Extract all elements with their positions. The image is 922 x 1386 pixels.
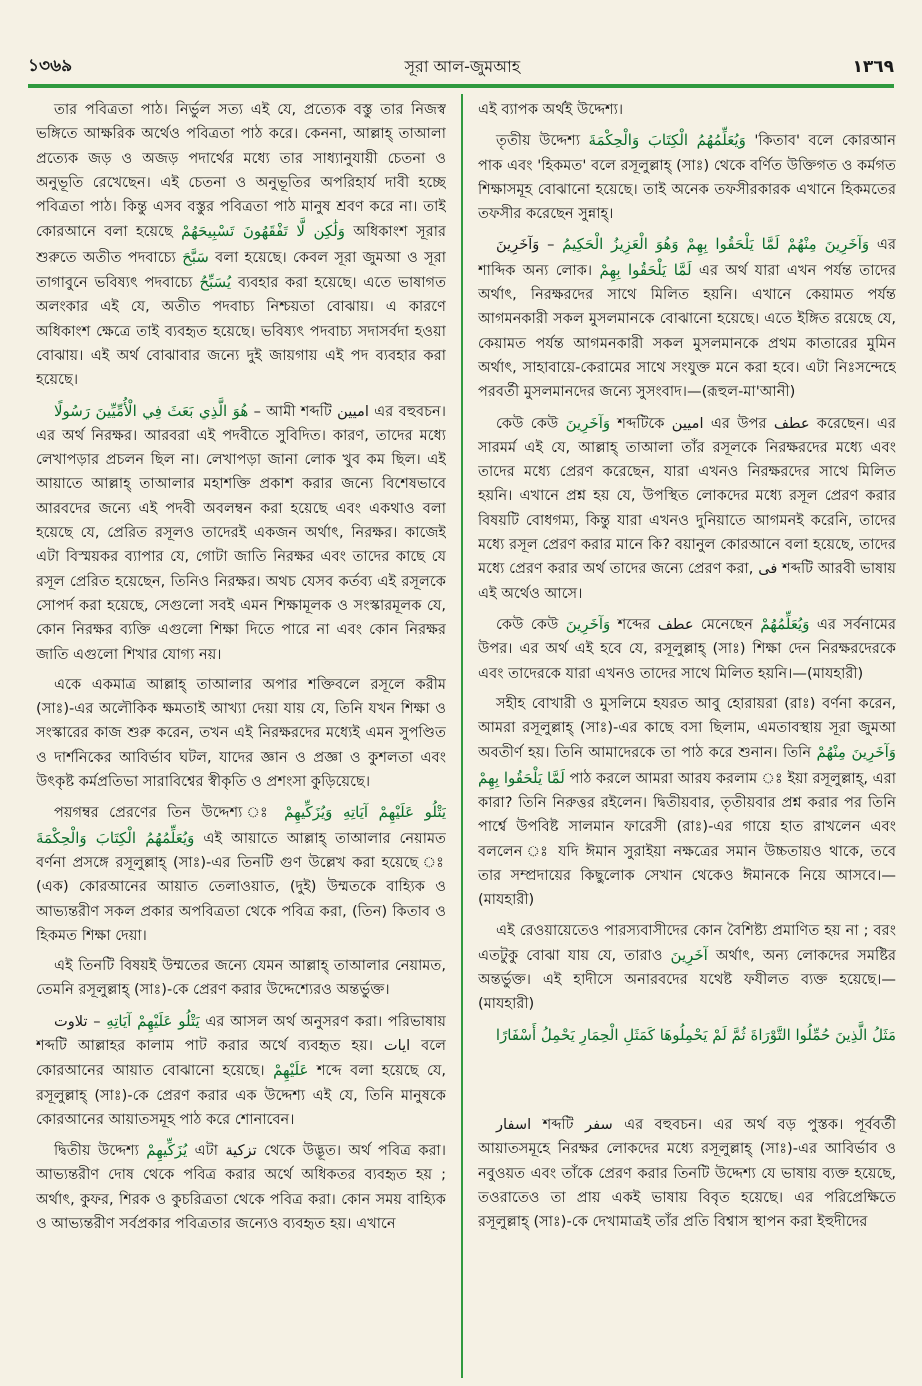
arabic-quote: وَيُعَلِّمُهُمْ	[760, 614, 810, 633]
page-number-bengali: ১৩৬৯	[28, 56, 73, 76]
arabic-quote: لَمَّا يَلْحَقُوا بِهِمْ	[478, 768, 565, 787]
arabic-quote: وَيُعَلِّمُهُمُ الْكِتَابَ وَالْحِكْمَةَ	[36, 828, 195, 847]
arabic-quote: هُوَ الَّذِي بَعَثَ فِي الْأُمِّيِّينَ رَسُولًا	[54, 401, 249, 420]
paragraph: هُوَ الَّذِي بَعَثَ فِي الْأُمِّيِّينَ رَسُولًا – আমী শব্দটি اميين এর বহুবচন। এর অর্থ নিরক্ষর। আরবরা এই পদবীতে সুবিদিত। কারণ, তাদের মধ্যে লেখাপড়ার প্রচলন ছিল না। লেখাপড়া জানা লোক খুব কম ছিল। এই আয়াতে আল্লাহ্ তাআলার মহাশক্তি প্রকাশ করার জন্যে বিশেষভাবে আরবদের জন্যে এই পদবী অবলম্বন করা হয়েছে এবং একথাও বলা হয়েছে যে, প্রেরিত রসূলও তাদেরই একজন অর্থাৎ, নিরক্ষর। কাজেই এটা বিস্ময়কর ব্যাপার যে, গোটা জাতি নিরক্ষর এবং তাদের কাছে যে রসূল প্রেরিত হয়েছেন, তিনিও নিরক্ষর। অথচ যেসব কর্তব্য এই রসূলকে সোপর্দ করা হয়েছে, সেগুলো সবই এমন শিক্ষামূলক ও সংস্কারমূলক যে, কোন নিরক্ষর ব্যক্তি এগুলো শিক্ষা দিতে পারে না এবং কোন নিরক্ষর জাতি এগুলো শিখার যোগ্য নয়।	[36, 401, 446, 663]
paragraph: দ্বিতীয় উদ্দেশ্য يُزَكِّيهِمْ এটা تزكية থেকে উদ্ভূত। অর্থ পবিত্র করা। আভ্যন্তরীণ দোষ থেকে পবিত্র করার অর্থে অধিকতর ব্যবহৃত হয় ; অর্থাৎ, কুফর, শিরক ও কুচরিত্রতা থেকে পবিত্র করা। কোন সময় বাহ্যিক ও আভ্যন্তরীণ সর্বপ্রকার পবিত্রতার জন্যেও ব্যবহৃত হয়। এখানে	[36, 1141, 446, 1233]
arabic-quote: وَلَٰكِن لَّا تَفْقَهُونَ تَسْبِيحَهُمْ	[181, 222, 345, 241]
paragraph: وَآخَرِينَ مِنْهُمْ لَمَّا يَلْحَقُوا بِهِمْ وَهُوَ الْعَزِيزُ الْحَكِيمُ – وَآخَرِينَ এর শাব্দিক অন্য লোক। لَمَّا يَلْحَقُوا بِهِمْ এর অর্থ যারা এখন পর্যন্ত তাদের অর্থাৎ, নিরক্ষরদের সাথে মিলিত হয়নি। এখানে কেয়ামত পর্যন্ত আগমনকারী সকল মুসলমানকে বোঝানো হয়েছে। এতে ইঙ্গিত রয়েছে যে, কেয়ামত পর্যন্ত আগমনকারী সকল মুসলমানকে প্রথম কাতারের মুমিন অর্থাৎ, সাহাবায়ে-কেরামের সাথে সংযুক্ত মনে করা হবে। এটা নিঃসন্দেহে পরবর্তী মুসলমানদের জন্যে সুসংবাদ।—(রূহুল-মা'আনী)	[478, 235, 896, 401]
paragraph: এই ব্যাপক অর্থই উদ্দেশ্য।	[478, 101, 624, 118]
paragraph: يَتْلُو عَلَيْهِمْ آيَاتِهِ – تلاوت এর আসল অর্থ অনুসরণ করা। পরিভাষায় শব্দটি আল্লাহর কালাম পাট করার অর্থে ব্যবহৃত হয়। ايات বলে কোরআনের আয়াত বোঝানো হয়েছে। عَلَيْهِمْ শব্দে বলা হয়েছে যে, রসূলুল্লাহ্ (সাঃ)-কে প্রেরণ করার এক উদ্দেশ্য এই যে, তিনি মানুষকে কোরআনের আয়াতসমূহ পাঠ করে শোনাবেন।	[36, 1011, 446, 1128]
surah-title: সূরা আল-জুমআহ	[404, 56, 521, 76]
paragraph: তৃতীয় উদ্দেশ্য وَيُعَلِّمُهُمُ الْكِتَابَ وَالْحِكْمَةَ 'কিতাব' বলে কোরআন পাক এবং 'হিকমত' বলে রসূলুল্লাহ্ (সাঃ) থেকে বর্ণিত উক্তিগত ও কর্মগত শিক্ষাসমূহ বোঝানো হয়েছে। তাই অনেক তফসীরকারক এখানে হিকমতের তফসীর করেছেন সুন্নাহ্।	[478, 131, 896, 223]
arabic-quote: يُسَبِّحُ	[199, 273, 232, 292]
paragraph: اسفار শব্দটি سفر এর বহুবচন। এর অর্থ বড় পুস্তক। পূর্ববর্তী আয়াতসমূহে নিরক্ষর লোকদের মধ্যে রসূলুল্লাহ্ (সাঃ)-এর আবির্ভাব ও নবুওয়ত এবং তাঁকে প্রেরণ করার তিনটি উদ্দেশ্য যে ভাষায় ব্যক্ত হয়েছে, তওরাতেও তা প্রায় একই ভাষায় বিবৃত হয়েছে। এর পরিপ্রেক্ষিতে রসূলুল্লাহ্ (সাঃ)-কে দেখামাত্রই তাঁর প্রতি বিশ্বাস স্থাপন করা ইহুদীদের	[478, 1115, 896, 1231]
arabic-quote: وَآخَرِينَ مِنْهُمْ لَمَّا يَلْحَقُوا بِهِمْ وَهُوَ الْعَزِيزُ الْحَكِيمُ	[562, 235, 870, 254]
arabic-quote: وَآخَرِينَ مِنْهُمْ	[816, 743, 896, 762]
paragraph: একে একমাত্র আল্লাহ্ তাআলার অপার শক্তিবলে রসূলে করীম (সাঃ)-এর অলৌকিক ক্ষমতাই আখ্যা দেয়া যায় যে, তিনি যখন শিক্ষা ও সংস্কারের কাজ শুরু করেন, তখন এই নিরক্ষরদের মধ্যেই এমন সুপণ্ডিত ও দার্শনিকের আবির্ভাব ঘটল, যাদের জ্ঞান ও প্রজ্ঞা ও কুশলতা এবং উৎকৃষ্ট কর্মপ্রতিভা সারাবিশ্বের স্বীকৃতি ও প্রশংসা কুড়িয়েছে।	[36, 675, 446, 791]
paragraph: কেউ কেউ وَآخَرِينَ শব্দের عطف মেনেছেন وَيُعَلِّمُهُمْ এর সর্বনামের উপর। এর অর্থ এই হবে যে, রসূলুল্লাহ্ (সাঃ) শিক্ষা দেন নিরক্ষরদেরকে এবং তাদেরকে যারা এখনও তাদের সাথে মিলিত হয়নি।—(মাযহারী)	[478, 614, 896, 682]
arabic-quote: يُزَكِّيهِمْ	[146, 1141, 188, 1160]
paragraph: কেউ কেউ وَآخَرِينَ শব্দটিকে اميين এর উপর عطف করেছেন। এর সারমর্ম এই যে, আল্লাহ্ তাআলা তাঁর রসূলকে নিরক্ষরদের মধ্যে এবং তাদের মধ্যে প্রেরণ করেছেন, যারা এখনও নিরক্ষরদের সাথে মিলিত হয়নি। এখানে প্রশ্ন হয় যে, উপস্থিত লোকদের মধ্যে রসূল প্রেরণ করার বিষয়টি বোধগম্য, কিন্তু যারা এখনও দুনিয়াতে আগমনই করেনি, তাদের মধ্যে রসূল প্রেরণ করার মানে কি? বয়ানুল কোরআনে বলা হয়েছে, তাদের মধ্যে প্রেরণ করার অর্থ তাদের জন্যে প্রেরণ করা, فى শব্দটি আরবী ভাষায় এই অর্থেও আসে।	[478, 413, 896, 602]
spacer	[478, 1053, 896, 1113]
header-rule	[28, 84, 894, 88]
paragraph: তার পবিত্রতা পাঠ। নির্ভুল সত্য এই যে, প্রত্যেক বস্তু তার নিজস্ব ভঙ্গিতে আক্ষরিক অর্থেও পবিত্রতা পাঠ করে। কেননা, আল্লাহ্ তাআলা প্রত্যেক জড় ও অজড় পদার্থের মধ্যে তার সাধ্যানুযায়ী চেতনা ও অনুভূতি রেখেছেন। এই চেতনা ও অনুভূতির অপরিহার্য দাবী হচ্ছে পবিত্রতা পাঠ। কিন্তু এসব বস্তুর পবিত্রতা পাঠ মানুষ শ্রবণ করে না। তাই কোরআনে বলা হয়েছে وَلَٰكِن لَّا تَفْقَهُونَ تَسْبِيحَهُمْ অধিকাংশ সূরার শুরুতে অতীত পদবাচ্যে سَبَّحَ বলা হয়েছে। কেবল সূরা জুমআ ও সূরা তাগাবুনে ভবিষ্যৎ পদবাচ্যে يُسَبِّحُ ব্যবহার করা হয়েছে। এতে ভাষাগত অলংকার এই যে, অতীত পদবাচ্য নিশ্চয়তা বোঝায়। এ কারণে অধিকাংশ ক্ষেত্রে তাই ব্যবহৃত হয়েছে। ভবিষ্যৎ পদবাচ্য সদাসর্বদা হওয়া বোঝায়। এই অর্থ বোঝাবার জন্যে দুই জায়গায় এই পদ ব্যবহার করা হয়েছে।	[36, 101, 446, 389]
arabic-quote: لَمَّا يَلْحَقُوا بِهِمْ	[599, 260, 692, 279]
arabic-quote: وَآخَرِينَ	[565, 614, 611, 633]
left-column	[36, 98, 446, 1378]
right-column	[478, 98, 896, 1378]
paragraph: পয়গম্বর প্রেরণের তিন উদ্দেশ্য ঃ يَتْلُو عَلَيْهِمْ آيَاتِهِ وَيُزَكِّيهِمْ وَيُعَلِّمُهُمُ الْكِتَابَ وَالْحِكْمَةَ এই আয়াতে আল্লাহ্ তাআলার নেয়ামত বর্ণনা প্রসঙ্গে রসূলুল্লাহ্ (সাঃ)-এর তিনটি গুণ উল্লেখ করা হয়েছে ঃ (এক) কোরআনের আয়াত তেলাওয়াত, (দুই) উম্মতকে বাহ্যিক ও আভ্যন্তরীণ সকল প্রকার অপবিত্রতা থেকে পবিত্র করা, (তিন) কিতাব ও হিকমত শিক্ষা দেয়া।	[36, 803, 446, 944]
arabic-quote: آخَرِينَ	[670, 945, 708, 964]
paragraph: এই তিনটি বিষয়ই উম্মতের জন্যে যেমন আল্লাহ্ তাআলার নেয়ামত, তেমনি রসূলুল্লাহ্ (সাঃ)-কে প্রেরণ করার উদ্দেশ্যেরও অন্তর্ভুক্ত।	[36, 957, 446, 999]
arabic-verse: مَثَلُ الَّذِينَ حُمِّلُوا التَّوْرَاةَ ثُمَّ لَمْ يَحْمِلُوهَا كَمَثَلِ الْحِمَارِ يَحْمِلُ أَسْفَارًا	[495, 1025, 896, 1044]
paragraph: সহীহ বোখারী ও মুসলিমে হযরত আবু হোরায়রা (রাঃ) বর্ণনা করেন, আমরা রসূলুল্লাহ্ (সাঃ)-এর কাছে বসা ছিলাম, এমতাবস্থায় সূরা জুমআ অবতীর্ণ হয়। তিনি আমাদেরকে তা পাঠ করে শুনান। তিনি وَآخَرِينَ مِنْهُمْ لَمَّا يَلْحَقُوا بِهِمْ পাঠ করলে আমরা আরয করলাম ঃ ইয়া রসূলুল্লাহ্, এরা কারা? তিনি নিরুত্তর রইলেন। দ্বিতীয়বার, তৃতীয়বার প্রশ্ন করার পর তিনি পার্শ্বে উপবিষ্ট সালমান ফারেসী (রাঃ)-এর গায়ে হাত রাখলেন এবং বললেন ঃ যদি ঈমান সুরাইয়া নক্ষত্রের সমান উচ্চতায়ও থাকে, তবে তার সম্প্রদায়ের কিছুলোক সেখান থেকেও ঈমানকে নিয়ে আসবে।—(মাযহারী)	[478, 694, 896, 909]
paragraph: এই রেওয়ায়েতেও পারস্যবাসীদের কোন বৈশিষ্ট্য প্রমাণিত হয় না ; বরং এতটুকু বোঝা যায় যে, তারাও آخَرِينَ অর্থাৎ, অন্য লোকদের সমষ্টির অন্তর্ভুক্ত। এই হাদীসে অনারবদের যথেষ্ট ফযীলত ব্যক্ত হয়েছে।—(মাযহারী)	[478, 921, 896, 1013]
arabic-quote: وَآخَرِينَ	[565, 413, 611, 432]
arabic-quote: وَيُعَلِّمُهُمُ الْكِتَابَ وَالْحِكْمَةَ	[588, 131, 746, 150]
arabic-quote: عَلَيْهِمْ	[273, 1061, 309, 1080]
page-number-arabic: ١٣٦٩	[852, 57, 894, 77]
arabic-quote: يَتْلُو عَلَيْهِمْ آيَاتِهِ	[106, 1011, 200, 1030]
arabic-quote: سَبَّحَ	[182, 247, 209, 266]
column-divider	[461, 94, 463, 1378]
arabic-quote: يَتْلُو عَلَيْهِمْ آيَاتِهِ وَيُزَكِّيهِمْ	[284, 803, 446, 822]
page-header	[28, 52, 894, 82]
